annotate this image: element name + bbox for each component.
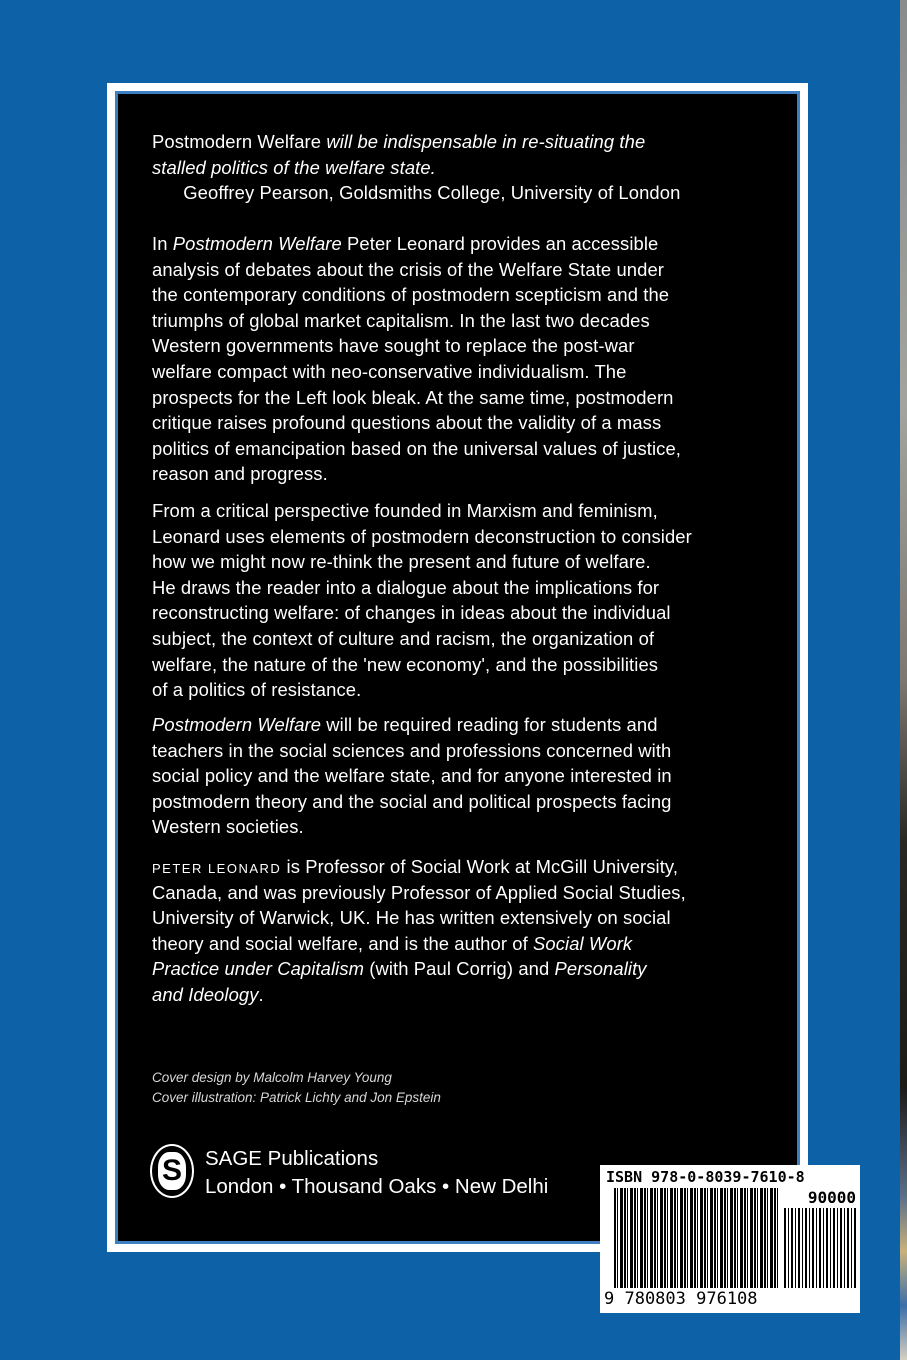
text-segment: Social Work: [533, 932, 633, 954]
text-segment: social policy and the welfare state, and for anyone interested in: [152, 765, 672, 787]
text-segment: critique raises profound questions about the validity of a mass: [152, 412, 662, 434]
text-line: [152, 359, 681, 385]
publisher-name: SAGE Publications: [205, 1147, 379, 1170]
text-line: [152, 524, 692, 550]
text-segment: Leonard uses elements of postmodern deconstruction to consider: [152, 525, 692, 547]
description-paragraph-3: [152, 712, 672, 840]
text-segment: In: [152, 233, 173, 254]
text-line: [152, 282, 681, 308]
text-line: [152, 763, 672, 789]
text-segment: .: [258, 983, 264, 1005]
text-line: [152, 626, 692, 652]
addon-barcode-bars: [784, 1208, 856, 1288]
publisher-locations: London • Thousand Oaks • New Delhi: [205, 1175, 549, 1198]
text-segment: reason and progress.: [152, 463, 328, 485]
sage-logo-letter: S: [158, 1152, 186, 1190]
text-line: [152, 575, 692, 601]
endorsement-quote: [152, 129, 680, 206]
text-line: [152, 880, 686, 906]
text-line: [152, 814, 672, 840]
isbn-text: ISBN 978-0-8039-7610-8: [606, 1168, 805, 1186]
text-line: [152, 712, 672, 738]
text-line: [152, 308, 681, 334]
text-line: [152, 905, 686, 931]
text-line: [152, 436, 681, 462]
text-segment: Practice under Capitalism: [152, 958, 365, 980]
text-segment: is Professor of Social Work at McGill University,: [281, 856, 679, 877]
cover-illustration-credit: Cover illustration: Patrick Lichty and Jon Epstein: [152, 1090, 441, 1105]
description-paragraph-1: [152, 231, 681, 487]
text-line: [152, 410, 681, 436]
text-line: [152, 931, 686, 957]
text-segment: subject, the context of culture and racism, the organization of: [152, 627, 655, 649]
isbn-barcode: [600, 1165, 860, 1313]
text-line: [152, 677, 692, 703]
text-segment: welfare compact with neo-conservative individualism. The: [152, 360, 627, 382]
text-segment: Postmodern Welfare: [172, 233, 342, 254]
publisher-block: [205, 1145, 548, 1201]
sage-logo-icon: [150, 1144, 194, 1198]
author-name: PETER LEONARD: [152, 861, 282, 876]
text-line: [152, 231, 681, 257]
barcode-bars: [614, 1188, 779, 1288]
text-segment: will be indispensable in re-situating the: [326, 131, 646, 152]
text-line: [152, 789, 672, 815]
cover-credits: [152, 1068, 441, 1108]
text-segment: reconstructing welfare: of changes in ideas about the individual: [152, 602, 671, 624]
text-line: [152, 498, 692, 524]
text-line: [152, 549, 692, 575]
text-segment: Geoffrey Pearson, Goldsmiths College, University of London: [152, 182, 681, 204]
text-segment: the contemporary conditions of postmodern scepticism and the: [152, 284, 670, 306]
ean-digits: 9 780803 976108: [604, 1289, 762, 1309]
price-addon-text: 90000: [807, 1188, 856, 1207]
text-line: [152, 652, 692, 678]
text-segment: stalled politics of the welfare state.: [152, 156, 436, 178]
text-segment: Peter Leonard provides an accessible: [341, 233, 659, 254]
text-segment: Western societies.: [152, 816, 304, 838]
text-segment: how we might now re-think the present and future of welfare.: [152, 551, 651, 573]
text-line: [152, 129, 680, 155]
text-segment: He draws the reader into a dialogue about the implications for: [152, 576, 660, 598]
text-segment: Postmodern Welfare: [152, 131, 327, 152]
text-line: [152, 956, 686, 982]
text-line: [152, 333, 681, 359]
text-segment: welfare, the nature of the 'new economy', and the possibilities: [152, 653, 659, 675]
text-line: [152, 180, 680, 206]
cover-design-credit: Cover design by Malcolm Harvey Young: [152, 1070, 392, 1085]
text-line: [152, 461, 681, 487]
text-segment: Postmodern Welfare: [152, 714, 322, 735]
text-segment: teachers in the social sciences and professions concerned with: [152, 739, 672, 761]
text-segment: triumphs of global market capitalism. In the last two decades: [152, 309, 650, 331]
text-segment: University of Warwick, UK. He has written extensively on social: [152, 907, 671, 929]
text-segment: of a politics of resistance.: [152, 679, 362, 701]
text-line: [152, 155, 680, 181]
text-line: [152, 982, 686, 1008]
text-segment: From a critical perspective founded in Marxism and feminism,: [152, 500, 658, 521]
text-segment: will be required reading for students and: [321, 714, 658, 735]
text-segment: analysis of debates about the crisis of the Welfare State under: [152, 258, 664, 280]
text-segment: prospects for the Left look bleak. At the same time, postmodern: [152, 386, 674, 408]
text-segment: and Ideology: [152, 983, 259, 1005]
description-paragraph-2: [152, 498, 692, 703]
spine-edge: [900, 0, 907, 1360]
text-line: [152, 738, 672, 764]
text-segment: Personality: [554, 958, 647, 980]
text-segment: Canada, and was previously Professor of Applied Social Studies,: [152, 881, 686, 903]
text-segment: (with Paul Corrig) and: [364, 958, 555, 980]
text-segment: Western governments have sought to replace the post-war: [152, 335, 635, 357]
text-segment: postmodern theory and the social and political prospects facing: [152, 790, 672, 812]
text-segment: theory and social welfare, and is the author of: [152, 932, 534, 954]
text-line: [152, 385, 681, 411]
text-line: [152, 600, 692, 626]
author-bio: [152, 854, 686, 1008]
text-line: [152, 854, 686, 880]
text-segment: politics of emancipation based on the universal values of justice,: [152, 437, 681, 459]
text-line: [152, 257, 681, 283]
